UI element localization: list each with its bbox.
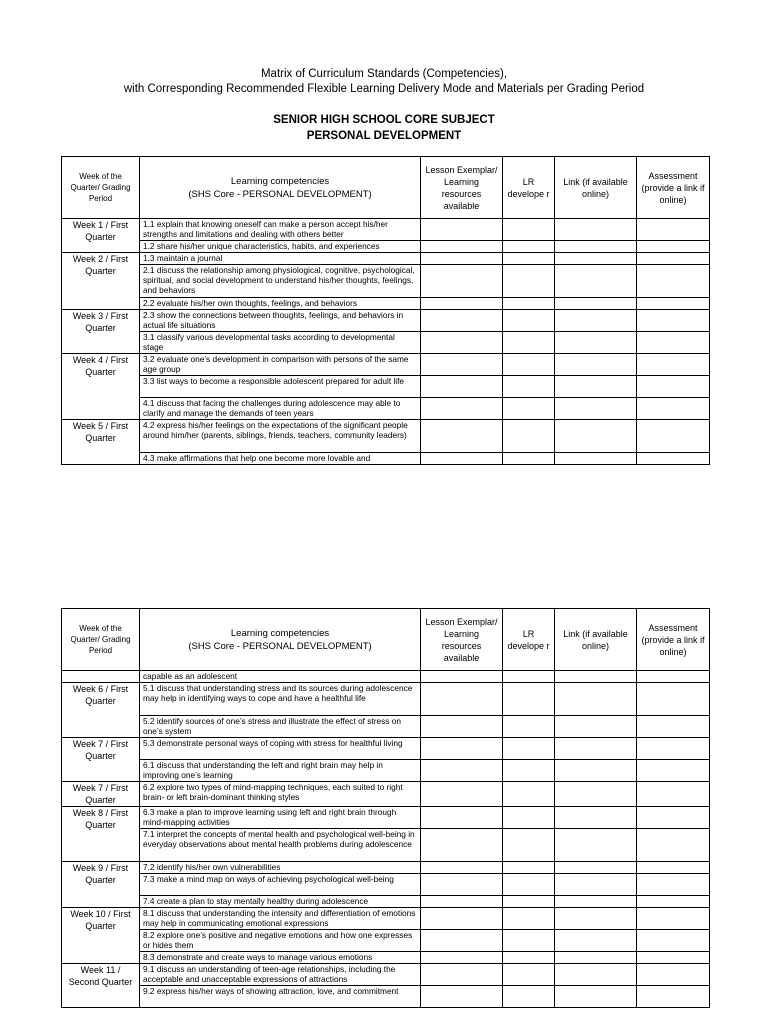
table-row <box>62 683 710 716</box>
assessment-cell[interactable] <box>637 896 710 908</box>
header-lesson-exemplar: Lesson Exemplar/ Learning resources available <box>421 157 503 219</box>
competency-cell: 5.1 discuss that understanding stress and its sources during adolescence may help in identifying ways to cope and have a healthful life <box>140 683 421 716</box>
link-cell[interactable] <box>555 738 637 760</box>
lesson-cell[interactable] <box>421 671 503 683</box>
lr-cell[interactable] <box>503 807 555 829</box>
lesson-cell[interactable] <box>421 265 503 298</box>
header-competencies-line2: (SHS Core - PERSONAL DEVELOPMENT) <box>188 640 372 652</box>
competency-cell: 7.2 identify his/her own vulnerabilities <box>140 862 421 874</box>
assessment-cell[interactable] <box>637 354 710 376</box>
assessment-cell[interactable] <box>637 716 710 738</box>
lesson-cell[interactable] <box>421 760 503 782</box>
document-title-line2: with Corresponding Recommended Flexible Learning Delivery Mode and Materials per Grading Period <box>123 83 645 95</box>
lesson-cell[interactable] <box>421 298 503 310</box>
lesson-cell[interactable] <box>421 952 503 964</box>
subject-category: SENIOR HIGH SCHOOL CORE SUBJECT <box>273 114 495 126</box>
competency-cell: 8.1 discuss that understanding the intensity and differentiation of emotions may help in communicating emotional expressions <box>140 908 421 930</box>
competency-matrix-table-1 <box>61 156 710 465</box>
lr-cell[interactable] <box>503 420 555 453</box>
lr-cell[interactable] <box>503 241 555 253</box>
competency-cell: 2.2 evaluate his/her own thoughts, feelings, and behaviors <box>140 298 421 310</box>
lr-cell[interactable] <box>503 683 555 716</box>
table-row <box>62 398 710 420</box>
competency-cell: 7.4 create a plan to stay mentally healthy during adolescence <box>140 896 421 908</box>
link-cell[interactable] <box>555 964 637 986</box>
link-cell[interactable] <box>555 241 637 253</box>
lesson-cell[interactable] <box>421 310 503 332</box>
assessment-cell[interactable] <box>637 420 710 453</box>
link-cell[interactable] <box>555 952 637 964</box>
lr-cell[interactable] <box>503 862 555 874</box>
link-cell[interactable] <box>555 332 637 354</box>
lr-cell[interactable] <box>503 354 555 376</box>
week-cell: Week 9 / First Quarter <box>62 862 140 908</box>
lesson-cell[interactable] <box>421 398 503 420</box>
table-row <box>62 829 710 862</box>
table-row <box>62 952 710 964</box>
assessment-cell[interactable] <box>637 265 710 298</box>
header-link: Link (if available online) <box>555 609 637 671</box>
header-week: Week of the Quarter/ Grading Period <box>62 609 140 671</box>
table-row <box>62 671 710 683</box>
link-cell[interactable] <box>555 453 637 465</box>
link-cell[interactable] <box>555 420 637 453</box>
table-row <box>62 253 710 265</box>
link-cell[interactable] <box>555 265 637 298</box>
header-week: Week of the Quarter/ Grading Period <box>62 157 140 219</box>
competency-cell: 6.1 discuss that understanding the left and right brain may help in improving one’s learning <box>140 760 421 782</box>
lr-cell[interactable] <box>503 782 555 807</box>
assessment-cell[interactable] <box>637 310 710 332</box>
assessment-cell[interactable] <box>637 253 710 265</box>
link-cell[interactable] <box>555 908 637 930</box>
header-link: Link (if available online) <box>555 157 637 219</box>
table-row <box>62 332 710 354</box>
competency-cell: 1.2 share his/her unique characteristics, habits, and experiences <box>140 241 421 253</box>
document-title-line1: Matrix of Curriculum Standards (Competencies), <box>260 68 508 80</box>
lr-cell[interactable] <box>503 952 555 964</box>
link-cell[interactable] <box>555 829 637 862</box>
assessment-cell[interactable] <box>637 298 710 310</box>
week-cell: Week 8 / First Quarter <box>62 807 140 862</box>
week-cell: Week 1 / First Quarter <box>62 219 140 253</box>
competency-cell: 4.3 make affirmations that help one become more lovable and <box>140 453 421 465</box>
competency-cell: 9.2 express his/her ways of showing attraction, love, and commitment <box>140 986 421 1008</box>
lesson-cell[interactable] <box>421 862 503 874</box>
competency-cell: 7.3 make a mind map on ways of achieving psychological well-being <box>140 874 421 896</box>
lesson-cell[interactable] <box>421 874 503 896</box>
assessment-cell[interactable] <box>637 782 710 807</box>
competency-cell: 8.2 explore one’s positive and negative emotions and how one expresses or hides them <box>140 930 421 952</box>
table-row <box>62 930 710 952</box>
week-cell: Week 6 / First Quarter <box>62 683 140 738</box>
assessment-cell[interactable] <box>637 874 710 896</box>
link-cell[interactable] <box>555 807 637 829</box>
lr-cell[interactable] <box>503 964 555 986</box>
table-row <box>62 219 710 241</box>
subject-name: PERSONAL DEVELOPMENT <box>306 130 462 142</box>
competency-cell: 9.1 discuss an understanding of teen-age relationships, including the acceptable and unacceptable expressions of attractions <box>140 964 421 986</box>
assessment-cell[interactable] <box>637 862 710 874</box>
assessment-cell[interactable] <box>637 376 710 398</box>
table-row <box>62 354 710 376</box>
header-lesson-exemplar: Lesson Exemplar/ Learning resources available <box>421 609 503 671</box>
header-lr-developer: LR develope r <box>503 157 555 219</box>
competency-cell: 6.2 explore two types of mind-mapping techniques, each suited to right brain- or left brain-dominant thinking styles <box>140 782 421 807</box>
competency-cell: 8.3 demonstrate and create ways to manage various emotions <box>140 952 421 964</box>
header-competencies <box>140 157 421 219</box>
link-cell[interactable] <box>555 219 637 241</box>
lr-cell[interactable] <box>503 760 555 782</box>
link-cell[interactable] <box>555 874 637 896</box>
assessment-cell[interactable] <box>637 453 710 465</box>
assessment-cell[interactable] <box>637 952 710 964</box>
link-cell[interactable] <box>555 986 637 1008</box>
lesson-cell[interactable] <box>421 738 503 760</box>
link-cell[interactable] <box>555 782 637 807</box>
lesson-cell[interactable] <box>421 453 503 465</box>
lesson-cell[interactable] <box>421 332 503 354</box>
week-cell: Week 7 / First Quarter <box>62 738 140 782</box>
lesson-cell[interactable] <box>421 420 503 453</box>
link-cell[interactable] <box>555 354 637 376</box>
assessment-cell[interactable] <box>637 930 710 952</box>
lesson-cell[interactable] <box>421 964 503 986</box>
assessment-cell[interactable] <box>637 738 710 760</box>
header-competencies-line1: Learning competencies <box>230 175 330 187</box>
lr-cell[interactable] <box>503 332 555 354</box>
table-row <box>62 760 710 782</box>
lesson-cell[interactable] <box>421 716 503 738</box>
competency-cell: 1.1 explain that knowing oneself can make a person accept his/her strengths and limitations and dealing with others better <box>140 219 421 241</box>
header-competencies-line2: (SHS Core - PERSONAL DEVELOPMENT) <box>188 188 372 200</box>
link-cell[interactable] <box>555 862 637 874</box>
lr-cell[interactable] <box>503 398 555 420</box>
link-cell[interactable] <box>555 896 637 908</box>
assessment-cell[interactable] <box>637 964 710 986</box>
table-row <box>62 453 710 465</box>
week-cell: Week 10 / First Quarter <box>62 908 140 964</box>
assessment-cell[interactable] <box>637 760 710 782</box>
assessment-cell[interactable] <box>637 671 710 683</box>
table-row <box>62 964 710 986</box>
competency-cell: 2.3 show the connections between thoughts, feelings, and behaviors in actual life situations <box>140 310 421 332</box>
lr-cell[interactable] <box>503 376 555 398</box>
competency-cell: 4.2 express his/her feelings on the expectations of the significant people around him/her (parents, siblings, friends, teachers, community leaders) <box>140 420 421 453</box>
competency-cell: 6.3 make a plan to improve learning using left and right brain through mind-mapping activities <box>140 807 421 829</box>
lesson-cell[interactable] <box>421 829 503 862</box>
lr-cell[interactable] <box>503 829 555 862</box>
lr-cell[interactable] <box>503 874 555 896</box>
competency-cell: 1.3 maintain a journal <box>140 253 421 265</box>
assessment-cell[interactable] <box>637 829 710 862</box>
link-cell[interactable] <box>555 298 637 310</box>
link-cell[interactable] <box>555 376 637 398</box>
table-row <box>62 376 710 398</box>
competency-cell: 3.1 classify various developmental tasks according to developmental stage <box>140 332 421 354</box>
header-competencies-line1: Learning competencies <box>230 627 330 639</box>
table-row <box>62 298 710 310</box>
lesson-cell[interactable] <box>421 930 503 952</box>
link-cell[interactable] <box>555 760 637 782</box>
competency-cell: 3.3 list ways to become a responsible adolescent prepared for adult life <box>140 376 421 398</box>
lr-cell[interactable] <box>503 253 555 265</box>
table-row <box>62 908 710 930</box>
competency-cell: 7.1 interpret the concepts of mental health and psychological well-being in everyday observations about mental health problems during adolescence <box>140 829 421 862</box>
assessment-cell[interactable] <box>637 332 710 354</box>
lesson-cell[interactable] <box>421 219 503 241</box>
competency-cell: 5.2 identify sources of one’s stress and illustrate the effect of stress on one’s system <box>140 716 421 738</box>
lr-cell[interactable] <box>503 265 555 298</box>
header-lr-developer: LR develope r <box>503 609 555 671</box>
assessment-cell[interactable] <box>637 398 710 420</box>
table-row <box>62 420 710 453</box>
table-row <box>62 738 710 760</box>
competency-cell: 4.1 discuss that facing the challenges during adolescence may able to clarify and manage the demands of teen years <box>140 398 421 420</box>
competency-cell: 2.1 discuss the relationship among physiological, cognitive, psychological, spiritual, and social development to understand his/her thoughts, feelings, and behaviors <box>140 265 421 298</box>
week-cell: Week 7 / First Quarter <box>62 782 140 807</box>
week-cell: Week 2 / First Quarter <box>62 253 140 310</box>
week-cell: Week 11 / Second Quarter <box>62 964 140 1008</box>
header-assessment: Assessment (provide a link if online) <box>637 609 710 671</box>
competency-cell: capable as an adolescent <box>140 671 421 683</box>
week-cell: Week 5 / First Quarter <box>62 420 140 465</box>
table-row <box>62 862 710 874</box>
lr-cell[interactable] <box>503 671 555 683</box>
lesson-cell[interactable] <box>421 241 503 253</box>
lr-cell[interactable] <box>503 298 555 310</box>
competency-cell: 5.3 demonstrate personal ways of coping with stress for healthful living <box>140 738 421 760</box>
table-row <box>62 310 710 332</box>
assessment-cell[interactable] <box>637 683 710 716</box>
link-cell[interactable] <box>555 253 637 265</box>
table-row <box>62 241 710 253</box>
link-cell[interactable] <box>555 930 637 952</box>
assessment-cell[interactable] <box>637 241 710 253</box>
lesson-cell[interactable] <box>421 376 503 398</box>
header-assessment: Assessment (provide a link if online) <box>637 157 710 219</box>
table-row <box>62 265 710 298</box>
lesson-cell[interactable] <box>421 253 503 265</box>
lesson-cell[interactable] <box>421 986 503 1008</box>
link-cell[interactable] <box>555 671 637 683</box>
lr-cell[interactable] <box>503 310 555 332</box>
lr-cell[interactable] <box>503 896 555 908</box>
table-row <box>62 986 710 1008</box>
lr-cell[interactable] <box>503 453 555 465</box>
lesson-cell[interactable] <box>421 782 503 807</box>
table-row <box>62 716 710 738</box>
lr-cell[interactable] <box>503 716 555 738</box>
table-row <box>62 782 710 807</box>
lesson-cell[interactable] <box>421 908 503 930</box>
table-row <box>62 874 710 896</box>
week-cell <box>62 671 140 683</box>
table-row <box>62 807 710 829</box>
lesson-cell[interactable] <box>421 896 503 908</box>
lr-cell[interactable] <box>503 738 555 760</box>
lr-cell[interactable] <box>503 219 555 241</box>
assessment-cell[interactable] <box>637 807 710 829</box>
lesson-cell[interactable] <box>421 354 503 376</box>
lr-cell[interactable] <box>503 908 555 930</box>
assessment-cell[interactable] <box>637 908 710 930</box>
lr-cell[interactable] <box>503 930 555 952</box>
header-competencies <box>140 609 421 671</box>
table-row <box>62 896 710 908</box>
competency-cell: 3.2 evaluate one’s development in comparison with persons of the same age group <box>140 354 421 376</box>
link-cell[interactable] <box>555 310 637 332</box>
week-cell: Week 4 / First Quarter <box>62 354 140 420</box>
competency-matrix-table-2 <box>61 608 710 1008</box>
link-cell[interactable] <box>555 716 637 738</box>
link-cell[interactable] <box>555 398 637 420</box>
lesson-cell[interactable] <box>421 807 503 829</box>
link-cell[interactable] <box>555 683 637 716</box>
assessment-cell[interactable] <box>637 219 710 241</box>
lr-cell[interactable] <box>503 986 555 1008</box>
assessment-cell[interactable] <box>637 986 710 1008</box>
week-cell: Week 3 / First Quarter <box>62 310 140 354</box>
lesson-cell[interactable] <box>421 683 503 716</box>
